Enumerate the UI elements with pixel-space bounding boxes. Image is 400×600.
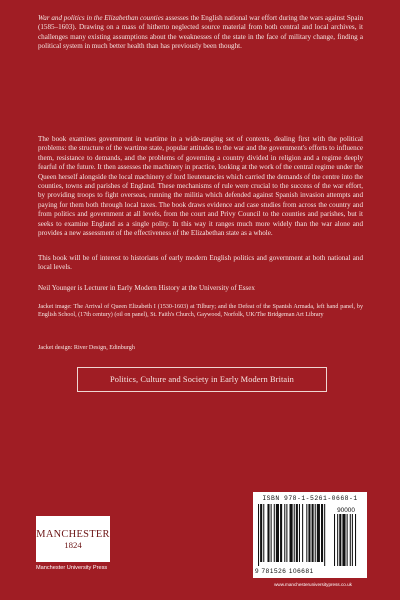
barcode-icon	[258, 504, 362, 568]
logo-year: 1824	[64, 539, 82, 550]
publisher-logo	[36, 516, 110, 562]
publisher-website: www.manchesteruniversitypress.co.uk	[274, 582, 352, 587]
jacket-design-credit: Jacket design: River Design, Edinburgh	[38, 345, 135, 351]
blurb-paragraph-body: The book examines government in wartime in a wide-ranging set of contexts, dealing first with the political problems: the structure of the wartime state, popular attitudes to the war and the government's efforts to influence them, resistance to demands, and the problems of governing a country divided in religion and a regime deeply fearful of the future. It then assesses the machinery in practice, looking at the work of the central regime under the Queen herself alongside the local machinery of lord lieutenancies which carried the demands of the centre into the counties, towns and parishes of England. These mechanisms of rule were crucial to the success of the war effort, by providing troops to fight overseas, running the militia which defended against Spanish invasion attempts and paying for them both through local taxes. The book draws evidence and case studies from across the country and from politics and government at all levels, from the court and Privy Council to the counties and parishes, but it seeks to examine England as a single polity. In this way it ranges much more widely than the war alone and provides a new assessment of the effectiveness of the Elizabethan state as a whole.	[38, 135, 363, 238]
blurb-paragraph-audience: This book will be of interest to historians of early modern English politics and government at both national and local levels.	[38, 254, 363, 272]
blurb-paragraph-intro	[38, 14, 363, 52]
ean-digits: 9 781526 106681	[255, 568, 314, 575]
publisher-name: Manchester University Press	[36, 565, 108, 571]
jacket-image-credit: Jacket image: The Arrival of Queen Elizabeth I (1530-1603) at Tilbury; and the Defeat of the Spanish Armada, left hand panel, by English School, (17th century) (oil on panel), St. Faith's Church, Gaywood, Norfolk, UK/The Bridgeman Art Library	[38, 304, 363, 319]
intro-text: assesses the English national war effort during the wars against Spain (1585–1603). Drawing on a mass of hitherto neglected source material from both central and local archives, it challenges many existing assumptions about the weaknesses of the state in the face of military change, finding a political system in much better health than has previously been thought.	[38, 14, 363, 51]
barcode-panel	[253, 492, 367, 578]
price-code: 90000	[337, 507, 355, 514]
book-title-italic: War and politics in the Elizabethan counties	[38, 14, 164, 22]
logo-wordmark: MANCHESTER	[36, 528, 110, 540]
isbn-text: ISBN 978-1-5261-0668-1	[262, 495, 358, 502]
series-title: Politics, Culture and Society in Early Modern Britain	[110, 375, 294, 384]
series-box	[77, 367, 327, 392]
author-bio: Neil Younger is Lecturer in Early Modern History at the University of Essex	[38, 284, 255, 292]
